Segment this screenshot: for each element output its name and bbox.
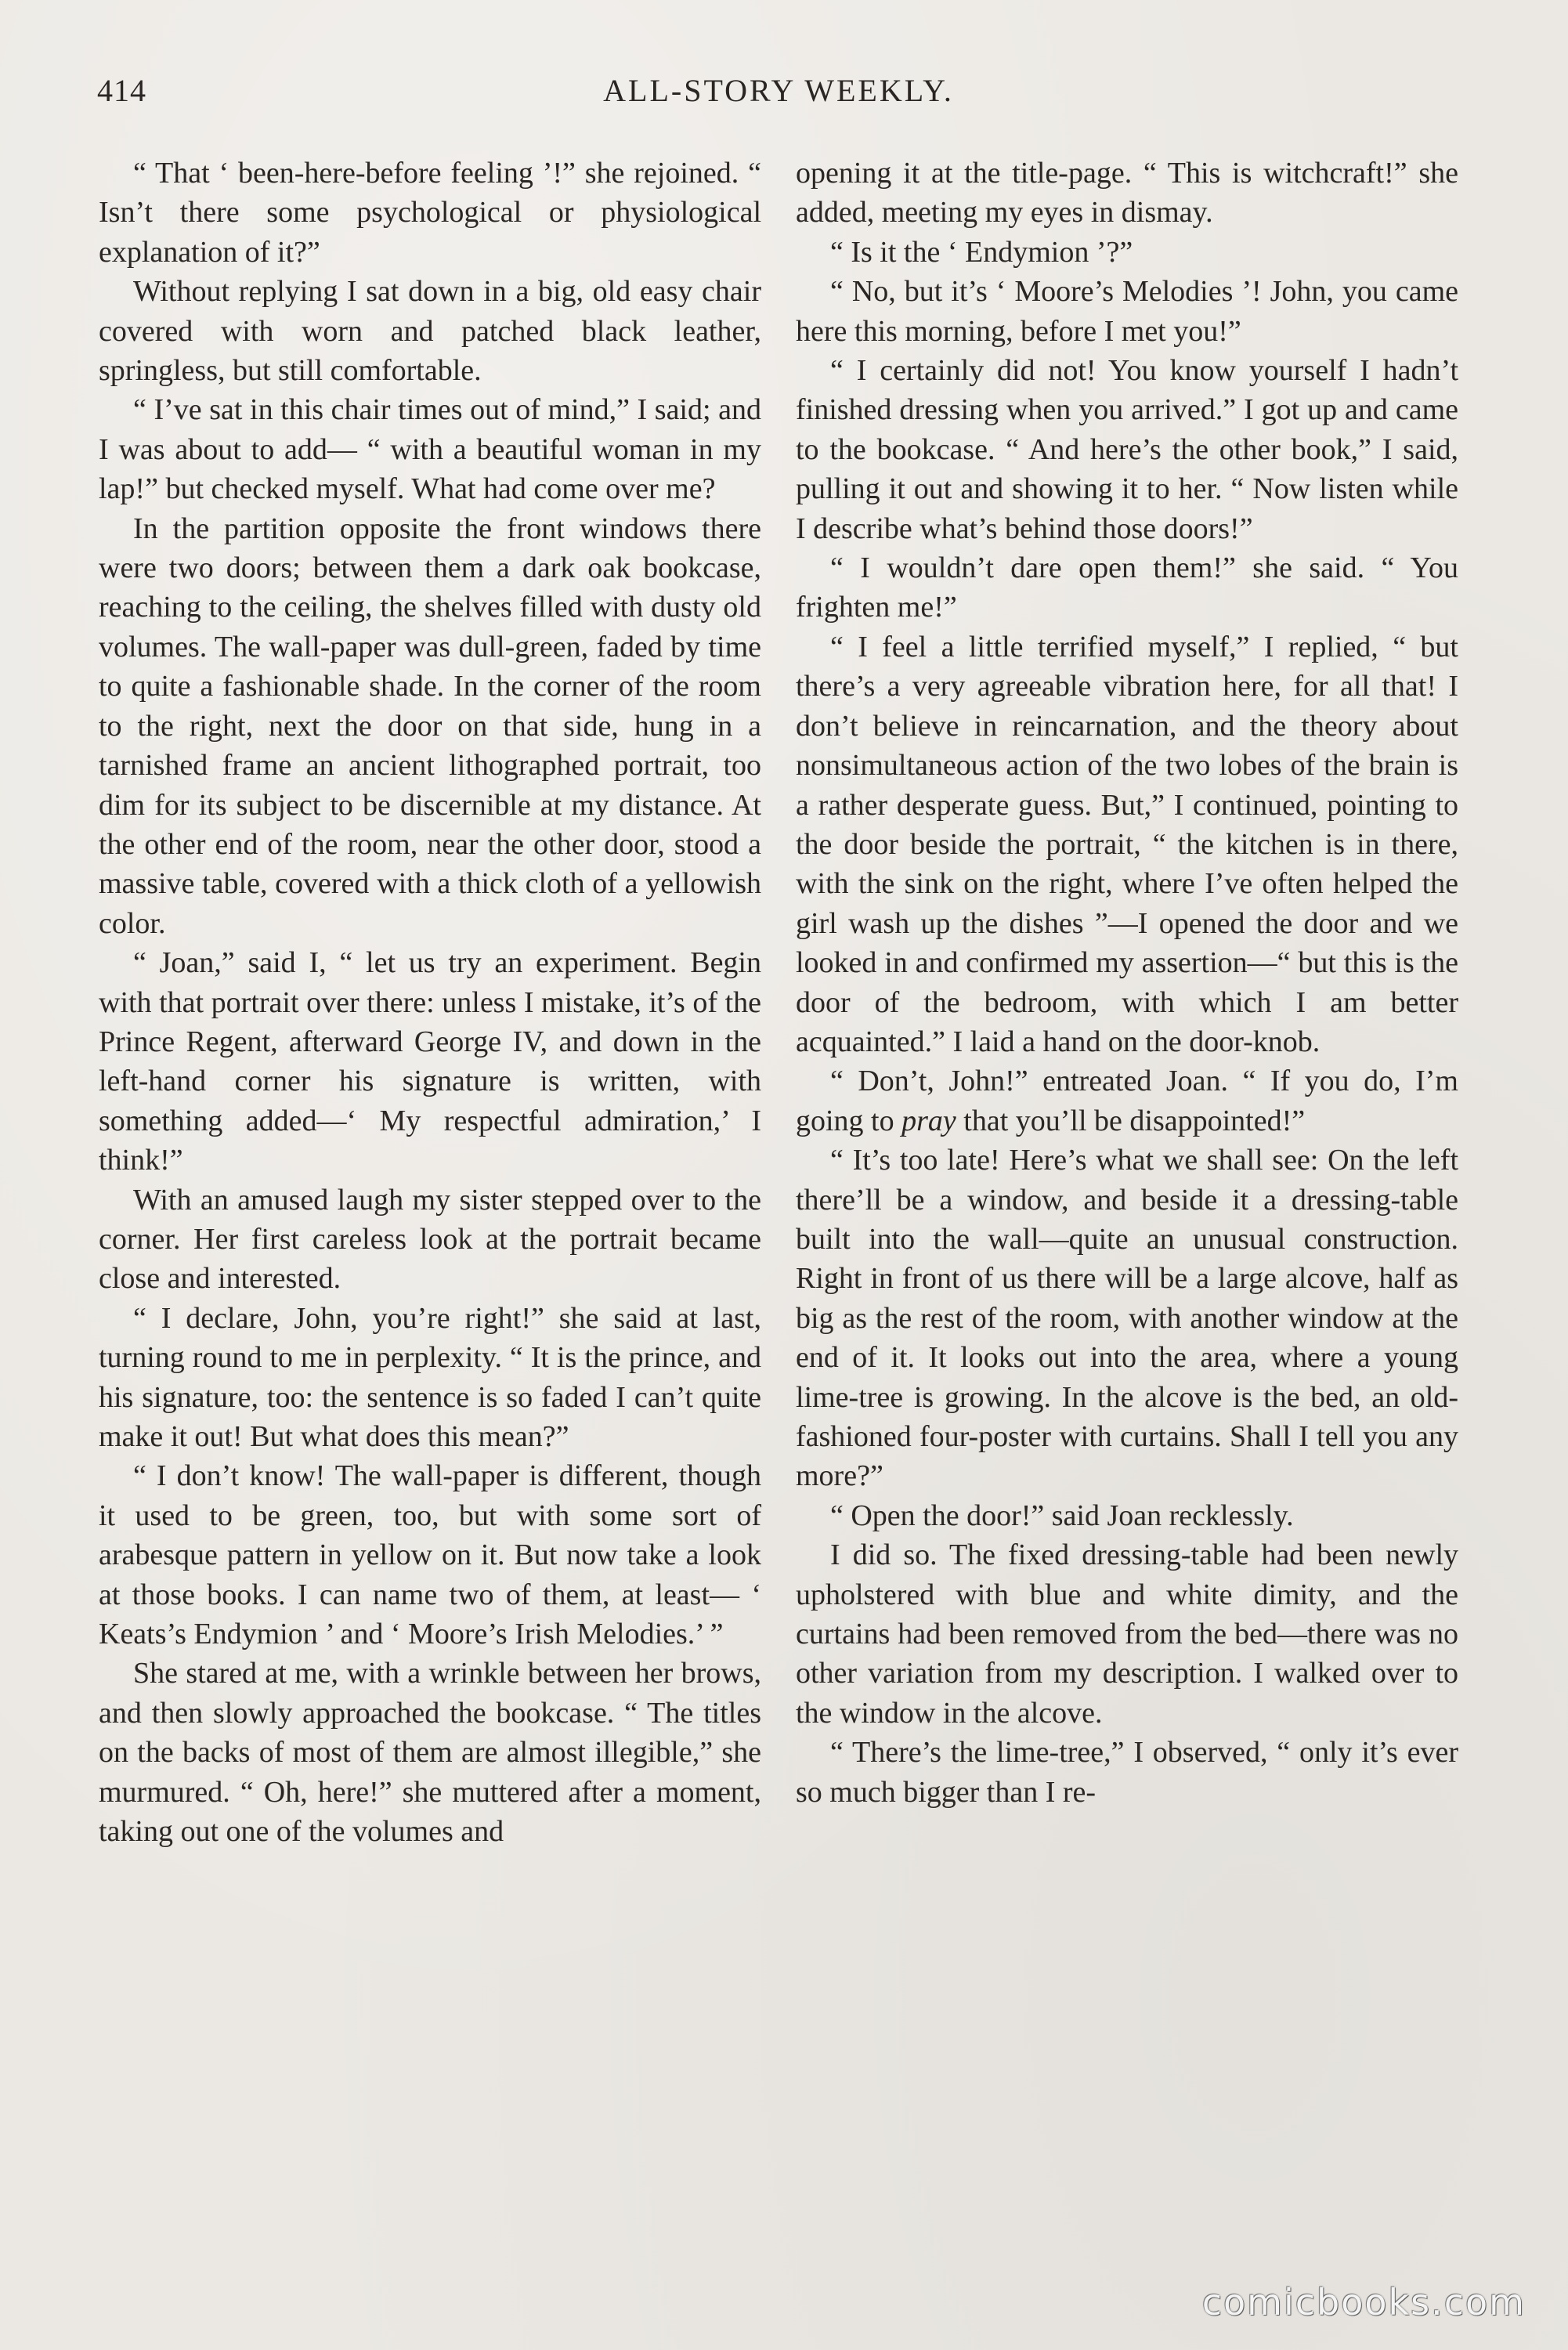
paragraph: “ I feel a little terrified myself,” I replied, “ but there’s a very agreeable vibration here, for all that! I don’t believe in reincarnation, and the theory about nonsimultaneous action of the two lobes of the brain is a rather desperate guess. But,” I continued, pointing to the door beside the portrait, “ the kitchen is in there, with the sink on the right, where I’ve often helped the girl wash up the dishes ”—I opened the door and we looked in and confirmed my assertion—“ but this is the door of the bedroom, with which I am better acquainted.” I laid a hand on the door-knob. (796, 630, 1458, 1058)
paragraph: Without replying I sat down in a big, old easy chair covered with worn and patched black leather, springless, but still comfortable. (99, 275, 761, 388)
paragraph: With an amused laugh my sister stepped over to the corner. Her first careless look at the portrait became close and interested. (99, 1183, 761, 1296)
paragraph: “ Open the door!” said Joan recklessly. (830, 1499, 1294, 1532)
paragraph: “ There’s the lime-tree,” I observed, “ only it’s ever so much bigger than I re- (796, 1736, 1458, 1809)
page-header (97, 72, 1460, 127)
emphasis: pray (901, 1104, 956, 1137)
paragraph: “ No, but it’s ‘ Moore’s Melodies ’! John, you came here this morning, before I met you!” (796, 275, 1458, 348)
paragraph: “ Joan,” said I, “ let us try an experiment. Begin with that portrait over there: unless I mistake, it’s of the Prince Regent, afterward George IV, and down in the left-hand corner his signature is written, with something added—‘ My respectful admiration,’ I think!” (99, 946, 761, 1177)
paragraph: “ Is it the ‘ Endymion ’?” (830, 235, 1133, 269)
paragraph: In the partition opposite the front windows there were two doors; between them a dark oak bookcase, reaching to the ceiling, the shelves filled with dusty old volumes. The wall-paper was dull-green, faded by time to quite a fashionable shade. In the corner of the room to the right, next the door on that side, hung in a tarnished frame an ancient lithographed portrait, too dim for its subject to be discernible at my distance. At the other end of the room, near the other door, stood a massive table, covered with a thick cloth of a yellowish color. (99, 512, 761, 940)
paragraph: “ I don’t know! The wall-paper is different, though it used to be green, too, but with some sort of arabesque pattern in yellow on it. But now take a look at those books. I can name two of them, at least— ‘ Keats’s Endymion ’ and ‘ Moore’s Irish Melodies.’ ” (99, 1459, 761, 1651)
left-column (99, 154, 761, 1851)
page-number: 414 (97, 73, 146, 108)
right-column (796, 154, 1458, 1812)
paragraph: She stared at me, with a wrinkle between her brows, and then slowly approached the bookcase. “ The titles on the backs of most of them are almost illegible,” she murmured. “ Oh, here!” she muttered after a moment, taking out one of the volumes and (99, 1657, 761, 1849)
running-head: ALL-STORY WEEKLY. (603, 73, 954, 108)
paragraph: I did so. The fixed dressing-table had been newly upholstered with blue and white dimity, and the curtains had been removed from the bed—there was no other variation from my description. I walked over to the window in the alcove. (796, 1538, 1458, 1730)
paragraph (796, 1061, 1458, 1141)
paragraph-text: “ Don’t, John!” entreated Joan. “ If you do, I’m going to (796, 1065, 1458, 1137)
paragraph: “ I wouldn’t dare open them!” she said. “ You frighten me!” (796, 551, 1458, 624)
paragraph: “ I certainly did not! You know yourself I hadn’t finished dressing when you arrived.” I got up and came to the bookcase. “ And here’s the other book,” I said, pulling it out and showing it to her. “ Now listen while I describe what’s behind those doors!” (796, 354, 1458, 545)
paragraph: “ It’s too late! Here’s what we shall see: On the left there’ll be a window, and beside it a dressing-table built into the wall—quite an unusual construction. Right in front of us there will be a large alcove, half as big as the rest of the room, with another window at the end of it. It looks out into the area, where a young lime-tree is growing. In the alcove is the bed, an old-fashioned four-poster with curtains. Shall I tell you any more?” (796, 1144, 1458, 1493)
paragraph-text: that you’ll be disappointed!” (956, 1104, 1306, 1137)
paragraph: “ I’ve sat in this chair times out of mind,” I said; and I was about to add— “ with a beautiful woman in my lap!” but checked myself. What had come over me? (99, 393, 761, 506)
watermark: comicbooks.com (1201, 2281, 1526, 2323)
paragraph: “ That ‘ been-here-before feeling ’!” she rejoined. “ Isn’t there some psychological or physiological explanation of it?” (99, 157, 761, 269)
paragraph-continued: opening it at the title-page. “ This is witchcraft!” she added, meeting my eyes in dismay. (796, 157, 1458, 230)
paragraph: “ I declare, John, you’re right!” she said at last, turning round to me in perplexity. “ It is the prince, and his signature, too: the sentence is so faded I can’t quite make it out! But what does this mean?” (99, 1301, 761, 1453)
